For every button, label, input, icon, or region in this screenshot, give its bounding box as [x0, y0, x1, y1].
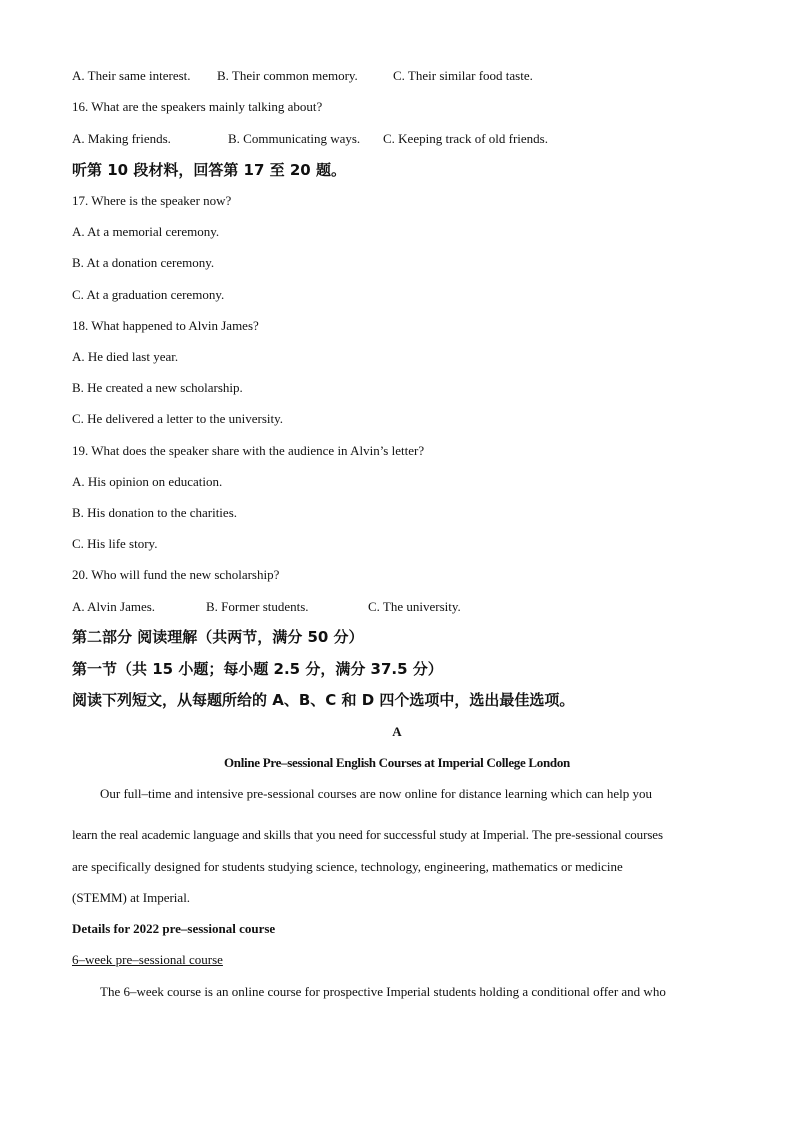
section1-heading: 第一节（共 15 小题；每小题 2.5 分，满分 37.5 分） [72, 660, 443, 678]
passage-letter: A [392, 724, 402, 739]
q19-question: 19. What does the speaker share with the audience in Alvin’s letter? [72, 443, 425, 458]
q19-option-c: C. His life story. [72, 536, 158, 551]
q17-option-c: C. At a graduation ceremony. [72, 287, 225, 302]
q19-option-b: B. His donation to the charities. [72, 505, 238, 520]
q19-option-a: A. His opinion on education. [72, 474, 223, 489]
q16-options [72, 131, 548, 147]
section-10-heading: 听第 10 段材料，回答第 17 至 20 题。 [72, 161, 346, 179]
q16-option-b: B. Communicating ways. [228, 131, 361, 146]
q15-option-b: B. Their common memory. [217, 68, 358, 83]
q15-option-a: A. Their same interest. [72, 68, 191, 83]
q20-option-c: C. The university. [368, 599, 461, 614]
q20-question: 20. Who will fund the new scholarship? [72, 567, 280, 582]
reading-instruction: 阅读下列短文，从每题所给的 A、B、C 和 D 四个选项中，选出最佳选项。 [72, 691, 575, 709]
para1-line2: learn the real academic language and skills that you need for successful study at Imperial. The pre-sessional courses [72, 827, 663, 842]
q17-option-a: A. At a memorial ceremony. [72, 224, 220, 239]
passage-title: Online Pre–sessional English Courses at Imperial College London [224, 755, 570, 770]
q16-option-c: C. Keeping track of old friends. [383, 131, 548, 146]
q18-option-c: C. He delivered a letter to the university. [72, 411, 284, 426]
q15-option-c: C. Their similar food taste. [393, 68, 533, 83]
q20-option-b: B. Former students. [206, 599, 309, 614]
para1-line1: Our full–time and intensive pre-sessional courses are now online for distance learning which can help you [100, 786, 652, 801]
q18-option-a: A. He died last year. [72, 349, 179, 364]
para1-line3: are specifically designed for students studying science, technology, engineering, mathematics or medicine [72, 859, 623, 874]
q20-options [72, 599, 461, 615]
q16-question: 16. What are the speakers mainly talking about? [72, 99, 323, 114]
q15-options [72, 68, 533, 84]
details-heading: Details for 2022 pre–sessional course [72, 921, 276, 936]
para1-line4: (STEMM) at Imperial. [72, 890, 191, 905]
q17-option-b: B. At a donation ceremony. [72, 255, 215, 270]
course-link[interactable]: 6–week pre–sessional course [72, 952, 223, 967]
q17-question: 17. Where is the speaker now? [72, 193, 232, 208]
part2-heading: 第二部分 阅读理解（共两节，满分 50 分） [72, 628, 364, 646]
q20-option-a: A. Alvin James. [72, 599, 156, 614]
q16-option-a: A. Making friends. [72, 131, 171, 146]
para2-line1: The 6–week course is an online course for prospective Imperial students holding a conditional offer and who [100, 984, 666, 999]
q18-question: 18. What happened to Alvin James? [72, 318, 259, 333]
q18-option-b: B. He created a new scholarship. [72, 380, 243, 395]
